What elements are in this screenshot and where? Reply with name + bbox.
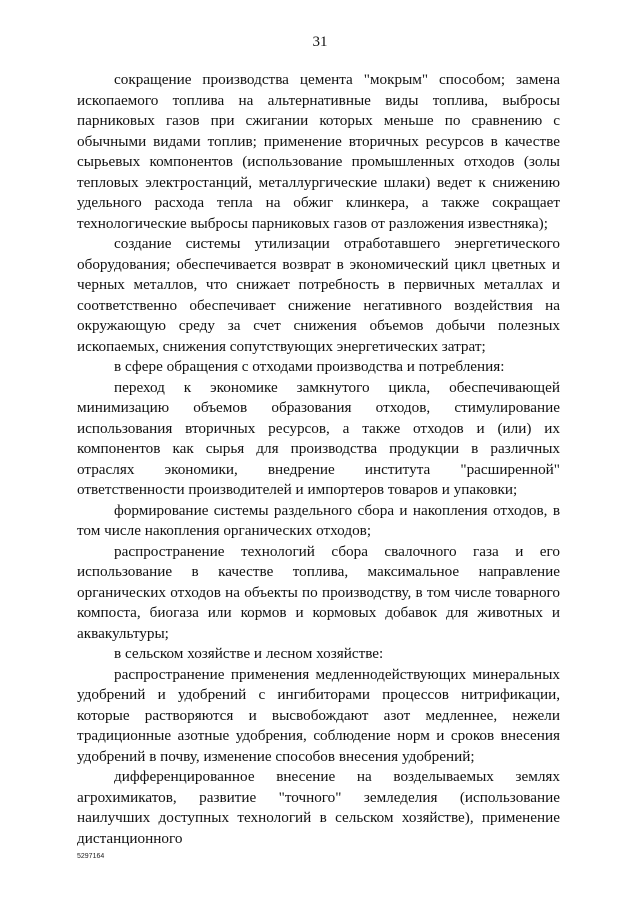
paragraph-cement: сокращение производства цемента "мокрым" способом; замена ископаемого топлива на альтернативные виды топлива, выбросы парниковых газов при сжигании которых меньше по сравнению с обычными видами топлив; применение вторичных ресурсов в качестве сырьевых компонентов (использование промышленных отходов (золы тепловых электростанций, металлургические шлаки) ведет к снижению удельного расхода тепла на обжиг клинкера, а также сокращает технологические выбросы парниковых газов от разложения известняка);	[77, 71, 560, 232]
paragraph-waste-heading: в сфере обращения с отходами производства и потребления:	[114, 358, 505, 375]
paragraph-agriculture-heading: в сельском хозяйстве и лесном хозяйстве:	[114, 645, 384, 662]
page-number: 31	[312, 34, 328, 50]
paragraph-slow-fertilizers: распространение применения медленнодействующих минеральных удобрений и удобрений с ингибиторами процессов нитрификации, которые растворяются и высвобождают азот медленнее, нежели традиционные азотные удобрения, соблюдение норм и сроков внесения удобрений в почву, изменение способов внесения удобрений;	[77, 665, 560, 765]
paragraph-equipment-recycling: создание системы утилизации отработавшего энергетического оборудования; обеспечивается возврат в экономический цикл цветных и черных металлов, что снижает потребность в первичных металлах и соответственно обеспечивает снижение негативного воздействия на окружающую среду за счет снижения объемов добычи полезных ископаемых, снижения сопутствующих энергетических затрат;	[77, 235, 560, 355]
document-code: 5297164	[77, 853, 105, 860]
paragraph-circular-economy: переход к экономике замкнутого цикла, обеспечивающей минимизацию объемов образования отходов, стимулирование использования вторичных ресурсов, а также отходов и (или) их компонентов как сырья для производства продукции в различных отраслях экономики, внедрение института "расширенной" ответственности производителей и импортеров товаров и упаковки;	[77, 378, 560, 498]
paragraph-landfill-gas: распространение технологий сбора свалочного газа и его использование в качестве топлива, максимальное направление органических отходов на объекты по производству, в том числе товарного компоста, биогаза или кормов и кормовых добавок для животных и аквакультуры;	[77, 542, 560, 642]
paragraph-precision-farming: дифференцированное внесение на возделываемых землях агрохимикатов, развитие "точного" земледелия (использование наилучших доступных технологий в сельском хозяйстве), применение дистанционного	[77, 768, 560, 847]
document-body	[77, 70, 560, 849]
paragraph-separate-collection: формирование системы раздельного сбора и накопления отходов, в том числе накопления органических отходов;	[77, 501, 560, 539]
